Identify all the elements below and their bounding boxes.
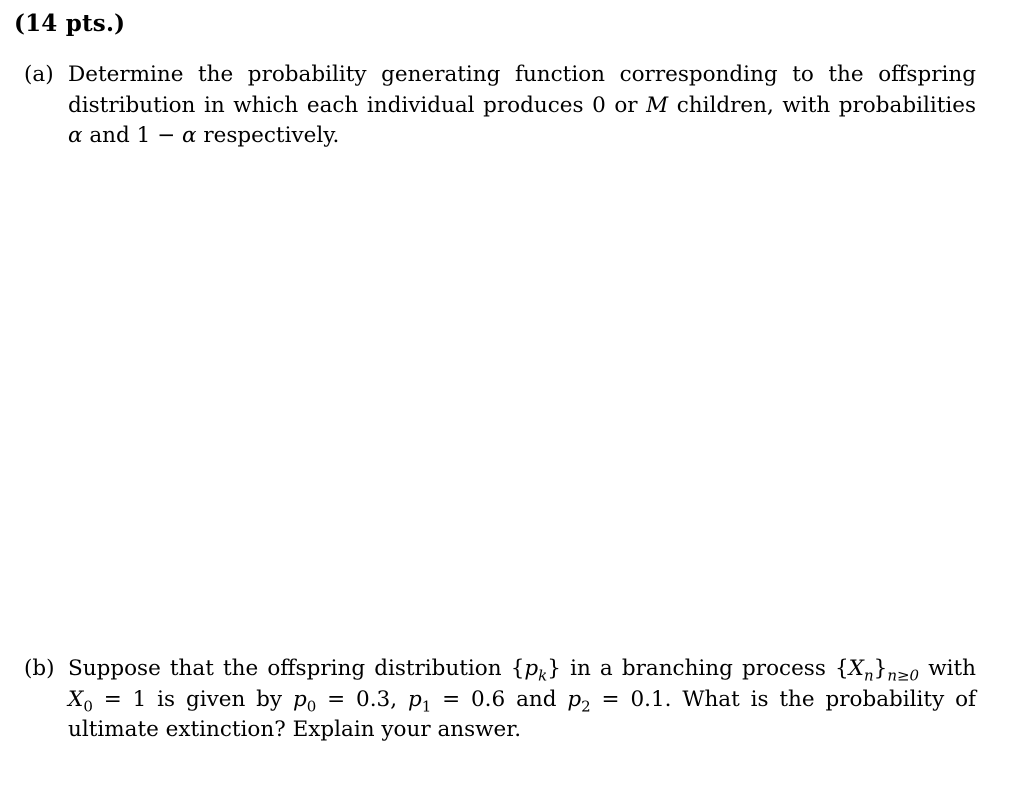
- points-heading: (14 pts.): [14, 10, 126, 37]
- part-b-text-8: = 0.1. What is the probability of ultimate extinction? Explain your answer.: [68, 686, 976, 742]
- part-b-text-5: = 1 is given by: [92, 686, 293, 712]
- part-a-label: (a): [24, 62, 54, 87]
- sub-p0: 0: [306, 696, 317, 715]
- part-a-text-3: and 1 −: [82, 123, 182, 148]
- sub-0: 0: [83, 696, 93, 715]
- alpha-symbol: α: [68, 123, 83, 148]
- var-p2: p: [567, 686, 582, 712]
- part-b-text: [68, 654, 976, 746]
- var-m: M: [646, 92, 669, 118]
- alpha-symbol: α: [182, 123, 197, 148]
- var-p1: p: [407, 686, 422, 712]
- var-x0: X: [68, 686, 84, 712]
- problem-part-a: [24, 60, 976, 152]
- part-b-label: (b): [24, 656, 55, 681]
- part-a-text: [68, 60, 976, 152]
- var-p0: p: [292, 686, 307, 712]
- part-b-text-4: with: [919, 656, 976, 681]
- sub-p1: 1: [421, 696, 432, 715]
- sub-n: n: [863, 666, 874, 685]
- part-b-text-2: } in a branching process {: [547, 656, 849, 681]
- part-a-text-1: Determine the probability generating function corresponding to the offspring distribution in which each individual produces 0 or: [68, 62, 976, 118]
- problem-part-b: [24, 654, 976, 746]
- part-a-text-4: respectively.: [196, 123, 340, 148]
- part-b-text-1: Suppose that the offspring distribution {: [68, 656, 525, 681]
- var-p: p: [524, 656, 539, 681]
- sub-n-geq-0: n≥0: [887, 666, 920, 685]
- sub-p2: 2: [581, 696, 591, 715]
- part-b-text-3: }: [873, 656, 888, 681]
- part-a-text-2: children, with probabilities: [668, 92, 976, 118]
- var-x: X: [848, 656, 864, 681]
- part-b-text-6: = 0.3,: [316, 686, 408, 712]
- sub-k: k: [538, 666, 548, 685]
- part-b-text-7: = 0.6 and: [431, 686, 568, 712]
